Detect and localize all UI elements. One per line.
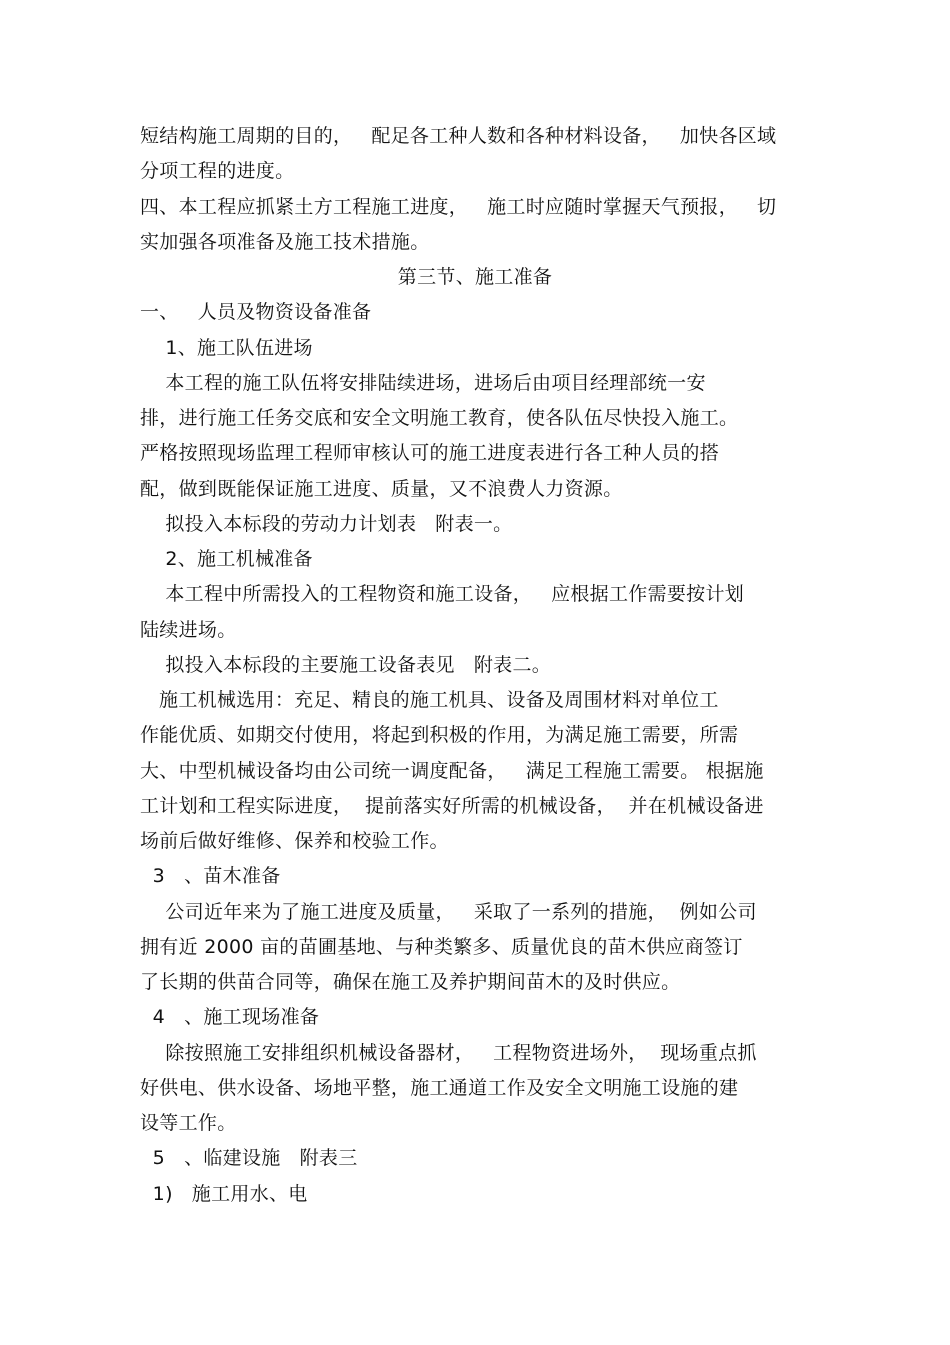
text-line: 排，进行施工任务交底和安全文明施工教育，使各队伍尽快投入施工。 — [140, 407, 739, 429]
text-line: 了长期的供苗合同等，确保在施工及养护期间苗木的及时供应。 — [140, 971, 681, 993]
text-line: 严格按照现场监理工程师审核认可的施工进度表进行各工种人员的搭 — [140, 442, 720, 464]
text-line: 大、中型机械设备均由公司统一调度配备， 满足工程施工需要。 根据施 — [140, 760, 764, 782]
item-heading: 3 、苗木准备 — [140, 865, 281, 887]
section-heading: 第三节、施工准备 — [397, 266, 553, 288]
text-line: 好供电、供水设备、场地平整，施工通道工作及安全文明施工设施的建 — [140, 1077, 739, 1099]
text-line: 短结构施工周期的目的， 配足各工种人数和各种材料设备， 加快各区域 — [140, 125, 777, 147]
item-heading: 5 、临建设施 附表三 — [140, 1147, 358, 1169]
text-line: 工计划和工程实际进度， 提前落实好所需的机械设备， 并在机械设备进 — [140, 795, 764, 817]
text-line: 作能优质、如期交付使用，将起到积极的作用，为满足施工需要，所需 — [140, 724, 739, 746]
text-line: 施工机械选用：充足、精良的施工机具、设备及周围材料对单位工 — [140, 689, 719, 711]
item-heading: 1、施工队伍进场 — [140, 337, 313, 359]
text-line: 设等工作。 — [140, 1112, 237, 1134]
text-line: 配，做到既能保证施工进度、质量，又不浪费人力资源。 — [140, 478, 623, 500]
text-line: 本工程中所需投入的工程物资和施工设备， 应根据工作需要按计划 — [140, 583, 745, 605]
subsection-heading: 一、 人员及物资设备准备 — [140, 301, 372, 323]
text-line: 分项工程的进度。 — [140, 160, 295, 182]
text-line: 本工程的施工队伍将安排陆续进场，进场后由项目经理部统一安 — [140, 372, 706, 394]
text-line: 四、本工程应抓紧土方工程施工进度， 施工时应随时掌握天气预报， 切 — [140, 196, 777, 218]
item-heading: 2、施工机械准备 — [140, 548, 313, 570]
text-line: 拟投入本标段的主要施工设备表见 附表二。 — [140, 654, 552, 676]
item-heading: 4 、施工现场准备 — [140, 1006, 320, 1028]
item-heading: 1) 施工用水、电 — [140, 1183, 308, 1205]
text-line: 拟投入本标段的劳动力计划表 附表一。 — [140, 513, 513, 535]
text-line: 场前后做好维修、保养和校验工作。 — [140, 830, 449, 852]
text-line: 拥有近 2000 亩的苗圃基地、与种类繁多、质量优良的苗木供应商签订 — [140, 936, 743, 958]
text-line: 陆续进场。 — [140, 619, 237, 641]
text-line: 实加强各项准备及施工技术措施。 — [140, 231, 430, 253]
text-line: 公司近年来为了施工进度及质量， 采取了一系列的措施， 例如公司 — [140, 901, 757, 923]
text-line: 除按照施工安排组织机械设备器材， 工程物资进场外， 现场重点抓 — [140, 1042, 757, 1064]
